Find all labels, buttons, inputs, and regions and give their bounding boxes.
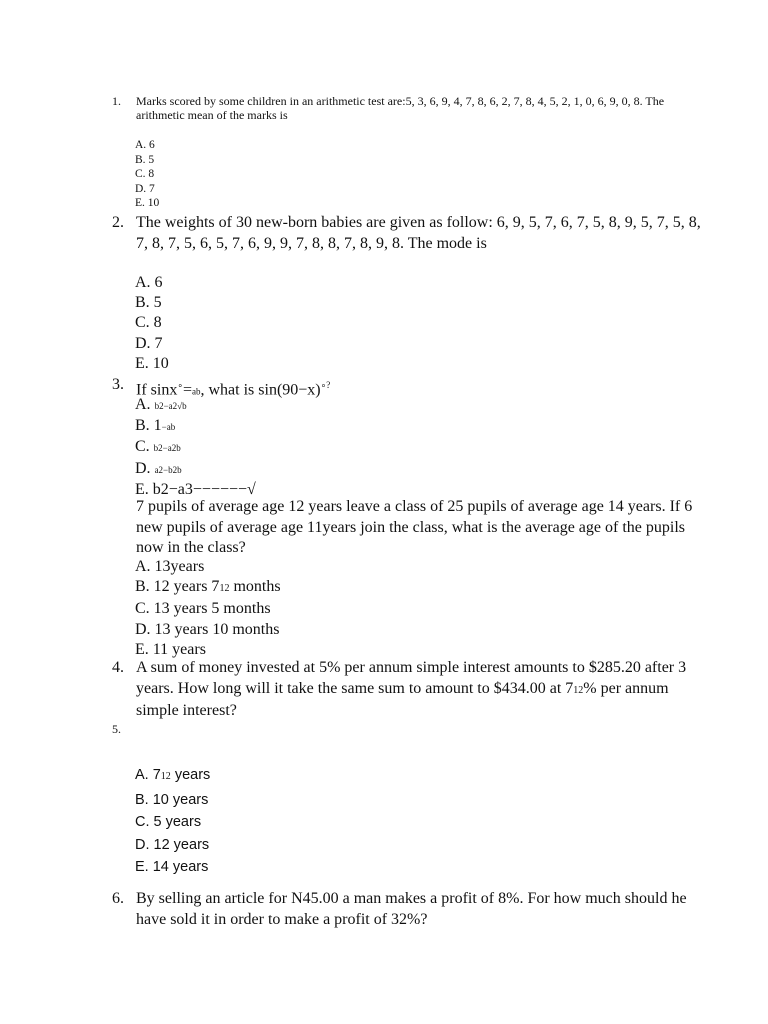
question-average-age-options	[135, 557, 281, 660]
option-text: B. 10 years	[135, 791, 209, 808]
option-a: A. 6	[135, 274, 163, 291]
option-text: C. 5 years	[135, 814, 202, 831]
option-expression: a2−b2b	[154, 464, 182, 475]
option-d	[135, 834, 210, 857]
question-3-options	[135, 395, 256, 501]
option-b	[135, 577, 281, 599]
question-number: 4.	[112, 659, 124, 676]
option-c: C. 8	[135, 314, 162, 332]
option-e: E. 10	[135, 197, 160, 210]
question-number: 2.	[112, 214, 124, 231]
option-text: E. 14 years	[135, 859, 209, 876]
option-d	[135, 459, 256, 480]
equals-sign: =	[182, 381, 192, 399]
option-e	[135, 640, 281, 660]
option-b	[135, 416, 256, 437]
option-d: D. 7	[135, 334, 163, 352]
text-part: , what is sin(90−x)	[200, 381, 321, 399]
option-text: years	[170, 767, 211, 783]
option-c	[135, 811, 210, 834]
option-expression: b2−a2√b	[154, 401, 187, 411]
option-e: E. 10	[135, 354, 169, 372]
question-number: 5.	[112, 722, 121, 736]
option-c: C. 8	[135, 168, 155, 181]
question-number: 6.	[112, 890, 124, 907]
fraction-text: 12	[573, 684, 584, 696]
question-text: Marks scored by some children in an arithmetic test are:5, 3, 6, 9, 4, 7, 8, 6, 2, 7, 8, 4, 5, 2, 1, 0, 6, 9, 0, 8. The arithmetic mean of the marks is	[136, 94, 665, 122]
option-d: D. 7	[135, 182, 155, 195]
option-b: B. 5	[135, 294, 162, 312]
option-expression: −ab	[161, 422, 176, 433]
option-a	[135, 764, 210, 789]
option-b: B. 5	[135, 153, 155, 166]
option-text: D. 12 years	[135, 836, 210, 853]
question-5-options	[135, 764, 210, 879]
option-d	[135, 620, 281, 640]
degree-symbol: ∘	[177, 380, 183, 390]
option-text: A. 13years	[135, 558, 205, 575]
option-label: A.	[135, 396, 155, 413]
question-text: 7 pupils of average age 12 years leave a class of 25 pupils of average age 14 years. If 6 new pupils of average age 11years join the class, what is the average age of the pupils now in the class?	[136, 498, 693, 556]
question-1-options	[135, 138, 159, 211]
question-number: 3.	[112, 376, 124, 393]
option-text: E. 11 years	[135, 640, 206, 658]
question-text: The weights of 30 new-born babies are given as follow: 6, 9, 5, 7, 6, 7, 5, 8, 9, 5, 7, 5, 8, 7, 8, 7, 5, 6, 5, 7, 6, 9, 9, 7, 8, 8, 7, 8, 9, 8. The mode is	[136, 214, 701, 252]
question-number: 1.	[112, 94, 121, 108]
option-c	[135, 599, 281, 619]
fraction-text: ab	[192, 386, 201, 397]
option-c	[135, 437, 256, 458]
option-label: E. b2−a3−−−−−−√	[135, 480, 256, 498]
degree-question: ∘?	[320, 380, 331, 390]
option-e	[135, 856, 210, 879]
option-label: C.	[135, 438, 154, 456]
option-text: C. 13 years 5 months	[135, 600, 271, 618]
question-text	[136, 658, 706, 722]
fraction-text: 12	[219, 583, 230, 595]
option-text: B. 12 years 7	[135, 578, 220, 596]
question-2-options	[135, 273, 169, 374]
text-part: A sum of money invested at 5% per annum simple interest amounts to $285.20 after 3 years. How long will it take the same sum to amount to $434.00 at 7	[136, 659, 687, 697]
option-a: A. 6	[135, 139, 155, 151]
option-text: A. 7	[135, 767, 161, 783]
option-label: B. 1	[135, 417, 162, 435]
option-text: months	[229, 578, 281, 596]
fraction-text: 12	[160, 771, 171, 782]
option-a	[135, 395, 256, 416]
option-expression: b2−a2b	[153, 443, 181, 454]
text-part: % per annum simple interest?	[136, 679, 669, 719]
option-label: D.	[135, 459, 155, 477]
option-a	[135, 557, 281, 577]
option-b	[135, 789, 210, 812]
option-text: D. 13 years 10 months	[135, 620, 280, 638]
text-part: If sinx	[136, 381, 178, 399]
question-text: By selling an article for N45.00 a man makes a profit of 8%. For how much should he have sold it in order to make a profit of 32%?	[136, 890, 687, 928]
